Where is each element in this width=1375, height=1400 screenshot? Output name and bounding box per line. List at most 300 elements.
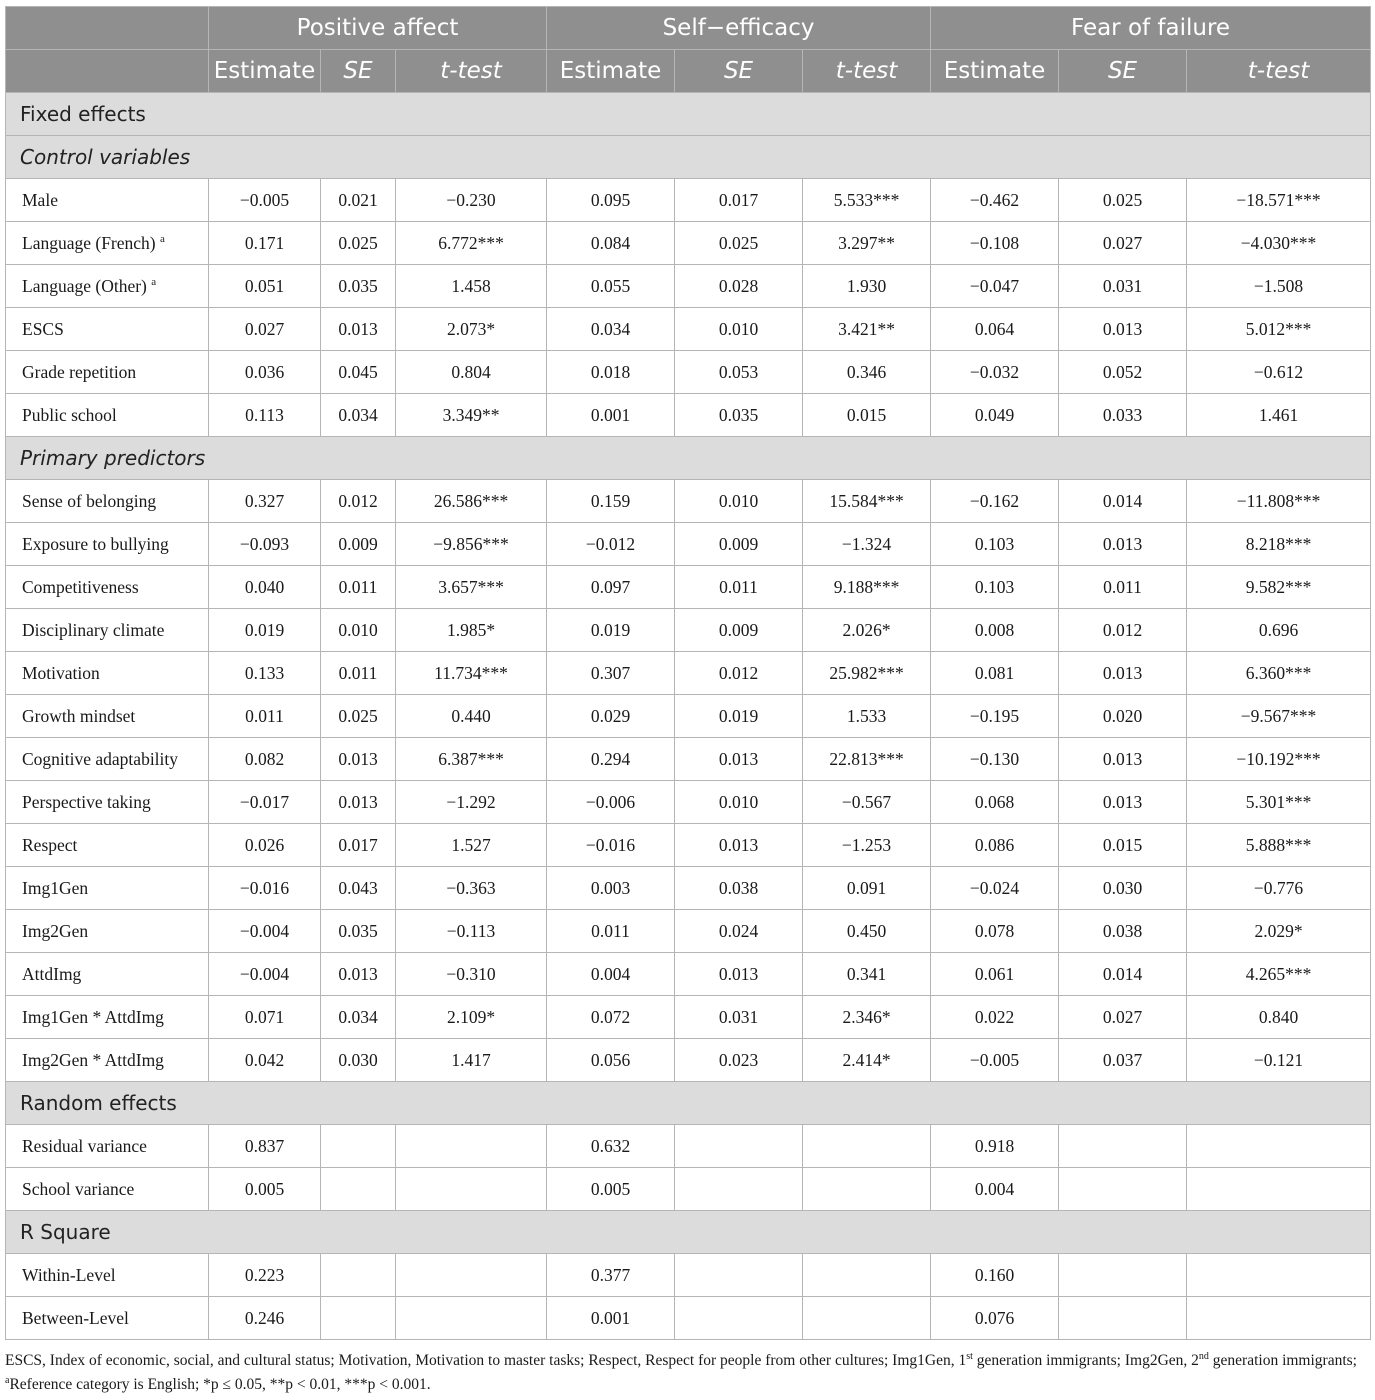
value-cell: 0.246 — [209, 1297, 321, 1340]
value-cell: 0.010 — [675, 480, 803, 523]
table-row — [6, 523, 1371, 566]
value-cell: 0.031 — [675, 996, 803, 1039]
value-cell: 0.084 — [547, 222, 675, 265]
table-row — [6, 695, 1371, 738]
value-cell: 0.072 — [547, 996, 675, 1039]
value-cell: 0.081 — [931, 652, 1059, 695]
value-cell: 6.387*** — [396, 738, 547, 781]
table-row — [6, 781, 1371, 824]
value-cell: 0.014 — [1059, 953, 1187, 996]
value-cell: −0.230 — [396, 179, 547, 222]
value-cell: 0.001 — [547, 1297, 675, 1340]
value-cell: 0.034 — [547, 308, 675, 351]
value-cell: 0.025 — [675, 222, 803, 265]
value-cell — [1187, 1168, 1371, 1211]
row-label-cell — [6, 824, 209, 867]
value-cell: 0.001 — [547, 394, 675, 437]
value-cell: 1.527 — [396, 824, 547, 867]
value-cell: 0.015 — [1059, 824, 1187, 867]
value-cell: 1.458 — [396, 265, 547, 308]
value-cell: 0.052 — [1059, 351, 1187, 394]
value-cell: 0.012 — [1059, 609, 1187, 652]
row-label: AttdImg — [22, 963, 82, 984]
value-cell: 0.086 — [931, 824, 1059, 867]
footnote-superscript: a — [5, 1374, 10, 1386]
value-cell: 0.013 — [321, 781, 396, 824]
row-label: Language (French) — [22, 232, 156, 253]
value-cell: 2.029* — [1187, 910, 1371, 953]
value-cell: 6.360*** — [1187, 652, 1371, 695]
row-label-cell — [6, 566, 209, 609]
value-cell: 5.301*** — [1187, 781, 1371, 824]
row-label-cell — [6, 480, 209, 523]
value-cell: −0.047 — [931, 265, 1059, 308]
value-cell: 2.109* — [396, 996, 547, 1039]
section-title: R Square — [6, 1211, 1371, 1254]
section-title: Control variables — [6, 136, 1371, 179]
value-cell: −1.292 — [396, 781, 547, 824]
value-cell — [396, 1297, 547, 1340]
value-cell: 0.038 — [1059, 910, 1187, 953]
value-cell: 5.533*** — [803, 179, 931, 222]
row-label-cell — [6, 1039, 209, 1082]
column-header-estimate: Estimate — [931, 50, 1059, 93]
value-cell: 0.632 — [547, 1125, 675, 1168]
value-cell: 8.218*** — [1187, 523, 1371, 566]
value-cell: 0.012 — [675, 652, 803, 695]
section-title: Primary predictors — [6, 437, 1371, 480]
value-cell: 15.584*** — [803, 480, 931, 523]
value-cell: 0.034 — [321, 996, 396, 1039]
value-cell: 0.013 — [321, 953, 396, 996]
value-cell: −0.776 — [1187, 867, 1371, 910]
row-label-cell — [6, 867, 209, 910]
value-cell: 0.055 — [547, 265, 675, 308]
value-cell: −0.005 — [931, 1039, 1059, 1082]
value-cell: 0.009 — [675, 609, 803, 652]
value-cell: 3.657*** — [396, 566, 547, 609]
value-cell: 3.421** — [803, 308, 931, 351]
value-cell: 0.091 — [803, 867, 931, 910]
row-label: Perspective taking — [22, 791, 151, 812]
value-cell: 0.341 — [803, 953, 931, 996]
row-label: Residual variance — [22, 1135, 147, 1156]
section-title: Random effects — [6, 1082, 1371, 1125]
value-cell: 0.010 — [675, 308, 803, 351]
row-label-cell — [6, 695, 209, 738]
value-cell: 0.025 — [321, 695, 396, 738]
value-cell — [675, 1254, 803, 1297]
row-label: ESCS — [22, 318, 64, 339]
value-cell: 0.171 — [209, 222, 321, 265]
value-cell: 0.133 — [209, 652, 321, 695]
row-label-cell — [6, 996, 209, 1039]
row-label: Disciplinary climate — [22, 619, 165, 640]
row-label-cell — [6, 523, 209, 566]
row-label-superscript: a — [151, 275, 157, 288]
row-label-cell — [6, 1254, 209, 1297]
value-cell: 4.265*** — [1187, 953, 1371, 996]
value-cell: 0.013 — [1059, 781, 1187, 824]
value-cell: 0.020 — [1059, 695, 1187, 738]
value-cell: −0.016 — [209, 867, 321, 910]
table-footnote — [5, 1349, 1373, 1397]
value-cell: 0.078 — [931, 910, 1059, 953]
value-cell: 0.009 — [675, 523, 803, 566]
value-cell: 0.013 — [675, 738, 803, 781]
footnote-text: generation immigrants; Img2Gen, 2 — [972, 1352, 1199, 1369]
value-cell: 0.327 — [209, 480, 321, 523]
value-cell: 0.015 — [803, 394, 931, 437]
table-row — [6, 222, 1371, 265]
column-header-se: SE — [675, 50, 803, 93]
row-label-cell — [6, 781, 209, 824]
value-cell: −0.567 — [803, 781, 931, 824]
table-row — [6, 910, 1371, 953]
row-label-cell — [6, 609, 209, 652]
table-row — [6, 738, 1371, 781]
value-cell: −0.462 — [931, 179, 1059, 222]
table-header — [6, 7, 1371, 93]
value-cell: −0.162 — [931, 480, 1059, 523]
column-header-estimate: Estimate — [547, 50, 675, 93]
value-cell: 0.159 — [547, 480, 675, 523]
value-cell: 0.045 — [321, 351, 396, 394]
value-cell: 0.013 — [675, 824, 803, 867]
value-cell: 0.022 — [931, 996, 1059, 1039]
footnote-text: Reference category is English; *p ≤ 0.05, **p < 0.01, ***p < 0.001. — [9, 1376, 431, 1393]
table-row — [6, 1254, 1371, 1297]
row-label: Img2Gen — [22, 920, 89, 941]
value-cell: 1.533 — [803, 695, 931, 738]
value-cell: 2.026* — [803, 609, 931, 652]
value-cell: 0.103 — [931, 523, 1059, 566]
value-cell: 0.038 — [675, 867, 803, 910]
value-cell: 0.160 — [931, 1254, 1059, 1297]
value-cell: 0.027 — [1059, 996, 1187, 1039]
value-cell — [803, 1168, 931, 1211]
header-group-row — [6, 7, 1371, 50]
value-cell — [396, 1125, 547, 1168]
value-cell: −0.004 — [209, 953, 321, 996]
value-cell: −0.113 — [396, 910, 547, 953]
value-cell: 9.188*** — [803, 566, 931, 609]
row-label: Respect — [22, 834, 78, 855]
footnote-text: ESCS, Index of economic, social, and cultural status; Motivation, Motivation to master tasks; Respect, Respect for people from other cultures; Img1Gen, 1 — [5, 1352, 967, 1369]
value-cell: −11.808*** — [1187, 480, 1371, 523]
value-cell: 0.011 — [675, 566, 803, 609]
table-row — [6, 996, 1371, 1039]
table-row — [6, 566, 1371, 609]
value-cell: 0.103 — [931, 566, 1059, 609]
value-cell — [321, 1125, 396, 1168]
value-cell: 0.003 — [547, 867, 675, 910]
value-cell: 0.010 — [321, 609, 396, 652]
value-cell: 0.051 — [209, 265, 321, 308]
row-label: Competitiveness — [22, 576, 139, 597]
value-cell: −1.253 — [803, 824, 931, 867]
row-label: Language (Other) — [22, 275, 147, 296]
row-label-superscript: a — [160, 232, 165, 245]
row-label: Grade repetition — [22, 361, 137, 382]
value-cell: 0.440 — [396, 695, 547, 738]
value-cell: 0.004 — [931, 1168, 1059, 1211]
value-cell: 0.005 — [547, 1168, 675, 1211]
table-row — [6, 394, 1371, 437]
value-cell: −10.192*** — [1187, 738, 1371, 781]
value-cell: 0.019 — [675, 695, 803, 738]
value-cell: 0.040 — [209, 566, 321, 609]
value-cell: −0.024 — [931, 867, 1059, 910]
value-cell: 0.071 — [209, 996, 321, 1039]
value-cell — [675, 1125, 803, 1168]
row-label: Img1Gen * AttdImg — [22, 1006, 164, 1027]
value-cell: 0.012 — [321, 480, 396, 523]
value-cell: 0.043 — [321, 867, 396, 910]
value-cell: 0.036 — [209, 351, 321, 394]
value-cell: 0.011 — [209, 695, 321, 738]
column-header-t-test: t-test — [1187, 50, 1371, 93]
value-cell: 0.014 — [1059, 480, 1187, 523]
value-cell: 0.097 — [547, 566, 675, 609]
value-cell — [396, 1254, 547, 1297]
value-cell: −0.016 — [547, 824, 675, 867]
row-label: Public school — [22, 404, 117, 425]
value-cell: 0.027 — [1059, 222, 1187, 265]
value-cell: 26.586*** — [396, 480, 547, 523]
value-cell — [1059, 1254, 1187, 1297]
value-cell: 0.837 — [209, 1125, 321, 1168]
value-cell: 3.349** — [396, 394, 547, 437]
value-cell: 0.031 — [1059, 265, 1187, 308]
value-cell: 0.013 — [1059, 738, 1187, 781]
value-cell: −9.567*** — [1187, 695, 1371, 738]
value-cell — [675, 1168, 803, 1211]
table-row — [6, 953, 1371, 996]
row-label-cell — [6, 1125, 209, 1168]
value-cell — [1187, 1125, 1371, 1168]
column-header-estimate: Estimate — [209, 50, 321, 93]
section-title: Fixed effects — [6, 93, 1371, 136]
value-cell: 0.029 — [547, 695, 675, 738]
value-cell — [1059, 1297, 1187, 1340]
value-cell: 0.082 — [209, 738, 321, 781]
value-cell: 0.037 — [1059, 1039, 1187, 1082]
value-cell: 0.804 — [396, 351, 547, 394]
value-cell: −9.856*** — [396, 523, 547, 566]
value-cell: 9.582*** — [1187, 566, 1371, 609]
row-label: Img2Gen * AttdImg — [22, 1049, 164, 1070]
value-cell: 0.011 — [321, 566, 396, 609]
value-cell: 0.028 — [675, 265, 803, 308]
value-cell: −1.324 — [803, 523, 931, 566]
value-cell: 0.113 — [209, 394, 321, 437]
value-cell: 0.095 — [547, 179, 675, 222]
value-cell: 0.026 — [209, 824, 321, 867]
value-cell: 0.035 — [675, 394, 803, 437]
table-row — [6, 609, 1371, 652]
value-cell: 0.018 — [547, 351, 675, 394]
table-row — [6, 179, 1371, 222]
value-cell — [803, 1125, 931, 1168]
row-label-cell — [6, 1168, 209, 1211]
value-cell: 11.734*** — [396, 652, 547, 695]
section-row — [6, 437, 1371, 480]
row-label-cell — [6, 265, 209, 308]
value-cell: 0.450 — [803, 910, 931, 953]
value-cell: 0.013 — [675, 953, 803, 996]
section-row — [6, 1082, 1371, 1125]
group-header-fear-of-failure: Fear of failure — [931, 7, 1371, 50]
value-cell: 0.008 — [931, 609, 1059, 652]
value-cell: 2.346* — [803, 996, 931, 1039]
value-cell: −18.571*** — [1187, 179, 1371, 222]
value-cell: −0.121 — [1187, 1039, 1371, 1082]
row-label: Exposure to bullying — [22, 533, 169, 554]
group-header-positive-affect: Positive affect — [209, 7, 547, 50]
value-cell: 0.068 — [931, 781, 1059, 824]
value-cell — [675, 1297, 803, 1340]
value-cell: 0.377 — [547, 1254, 675, 1297]
value-cell — [803, 1254, 931, 1297]
value-cell: 1.461 — [1187, 394, 1371, 437]
value-cell: 0.294 — [547, 738, 675, 781]
value-cell: 0.033 — [1059, 394, 1187, 437]
value-cell: 0.056 — [547, 1039, 675, 1082]
row-label: Growth mindset — [22, 705, 136, 726]
value-cell: 3.297** — [803, 222, 931, 265]
value-cell: 0.030 — [1059, 867, 1187, 910]
table-row — [6, 652, 1371, 695]
value-cell: −0.017 — [209, 781, 321, 824]
value-cell: 0.010 — [675, 781, 803, 824]
table-body — [6, 93, 1371, 1340]
value-cell: 5.012*** — [1187, 308, 1371, 351]
table-row — [6, 1125, 1371, 1168]
column-header-t-test: t-test — [803, 50, 931, 93]
value-cell: 0.021 — [321, 179, 396, 222]
section-row — [6, 93, 1371, 136]
row-label-cell — [6, 1297, 209, 1340]
value-cell: 0.004 — [547, 953, 675, 996]
row-label: Between-Level — [22, 1307, 129, 1328]
value-cell: 0.346 — [803, 351, 931, 394]
value-cell: 1.930 — [803, 265, 931, 308]
column-header-t-test: t-test — [396, 50, 547, 93]
value-cell: 0.223 — [209, 1254, 321, 1297]
value-cell: 1.417 — [396, 1039, 547, 1082]
value-cell: −0.093 — [209, 523, 321, 566]
value-cell: 0.024 — [675, 910, 803, 953]
value-cell: 0.918 — [931, 1125, 1059, 1168]
value-cell — [1187, 1297, 1371, 1340]
row-label-cell — [6, 179, 209, 222]
value-cell: 5.888*** — [1187, 824, 1371, 867]
value-cell: 6.772*** — [396, 222, 547, 265]
value-cell: 0.017 — [675, 179, 803, 222]
value-cell: −0.012 — [547, 523, 675, 566]
value-cell: −0.363 — [396, 867, 547, 910]
value-cell: −4.030*** — [1187, 222, 1371, 265]
value-cell: 0.035 — [321, 265, 396, 308]
table-row — [6, 824, 1371, 867]
value-cell: −0.310 — [396, 953, 547, 996]
value-cell: 0.017 — [321, 824, 396, 867]
row-label: Male — [22, 189, 58, 210]
table-row — [6, 308, 1371, 351]
section-row — [6, 1211, 1371, 1254]
value-cell: 0.011 — [321, 652, 396, 695]
value-cell: −0.032 — [931, 351, 1059, 394]
row-label-cell — [6, 910, 209, 953]
value-cell: 0.696 — [1187, 609, 1371, 652]
value-cell: −0.004 — [209, 910, 321, 953]
value-cell — [321, 1168, 396, 1211]
table-row — [6, 351, 1371, 394]
row-label-cell — [6, 652, 209, 695]
value-cell: 2.073* — [396, 308, 547, 351]
row-label: Img1Gen — [22, 877, 89, 898]
value-cell: 0.034 — [321, 394, 396, 437]
value-cell: 0.019 — [547, 609, 675, 652]
row-label: Motivation — [22, 662, 100, 683]
value-cell: 0.023 — [675, 1039, 803, 1082]
footnote-text: generation immigrants; — [1208, 1352, 1357, 1369]
value-cell — [1187, 1254, 1371, 1297]
value-cell: 0.019 — [209, 609, 321, 652]
value-cell: 1.985* — [396, 609, 547, 652]
value-cell: 0.049 — [931, 394, 1059, 437]
row-label-cell — [6, 222, 209, 265]
value-cell: 2.414* — [803, 1039, 931, 1082]
header-blank — [6, 7, 209, 50]
value-cell: 0.307 — [547, 652, 675, 695]
value-cell — [1059, 1125, 1187, 1168]
value-cell: 0.009 — [321, 523, 396, 566]
row-label: Sense of belonging — [22, 490, 157, 511]
header-blank — [6, 50, 209, 93]
value-cell: −0.195 — [931, 695, 1059, 738]
row-label-cell — [6, 351, 209, 394]
column-header-se: SE — [321, 50, 396, 93]
value-cell: 0.061 — [931, 953, 1059, 996]
value-cell: 0.053 — [675, 351, 803, 394]
row-label: Within-Level — [22, 1264, 116, 1285]
table-row — [6, 1168, 1371, 1211]
value-cell — [321, 1297, 396, 1340]
value-cell: 0.013 — [1059, 523, 1187, 566]
value-cell: 0.042 — [209, 1039, 321, 1082]
value-cell — [1059, 1168, 1187, 1211]
column-header-se: SE — [1059, 50, 1187, 93]
group-header-self-efficacy: Self−efficacy — [547, 7, 931, 50]
value-cell: 0.011 — [1059, 566, 1187, 609]
footnote-superscript: nd — [1198, 1350, 1209, 1362]
footnote-superscript: st — [966, 1350, 973, 1362]
value-cell: 22.813*** — [803, 738, 931, 781]
value-cell — [803, 1297, 931, 1340]
value-cell: 0.013 — [1059, 308, 1187, 351]
value-cell: 0.025 — [1059, 179, 1187, 222]
value-cell: 0.025 — [321, 222, 396, 265]
value-cell: 0.013 — [321, 308, 396, 351]
value-cell — [396, 1168, 547, 1211]
table-row — [6, 867, 1371, 910]
value-cell: −0.130 — [931, 738, 1059, 781]
section-row — [6, 136, 1371, 179]
table-row — [6, 1039, 1371, 1082]
row-label-cell — [6, 308, 209, 351]
